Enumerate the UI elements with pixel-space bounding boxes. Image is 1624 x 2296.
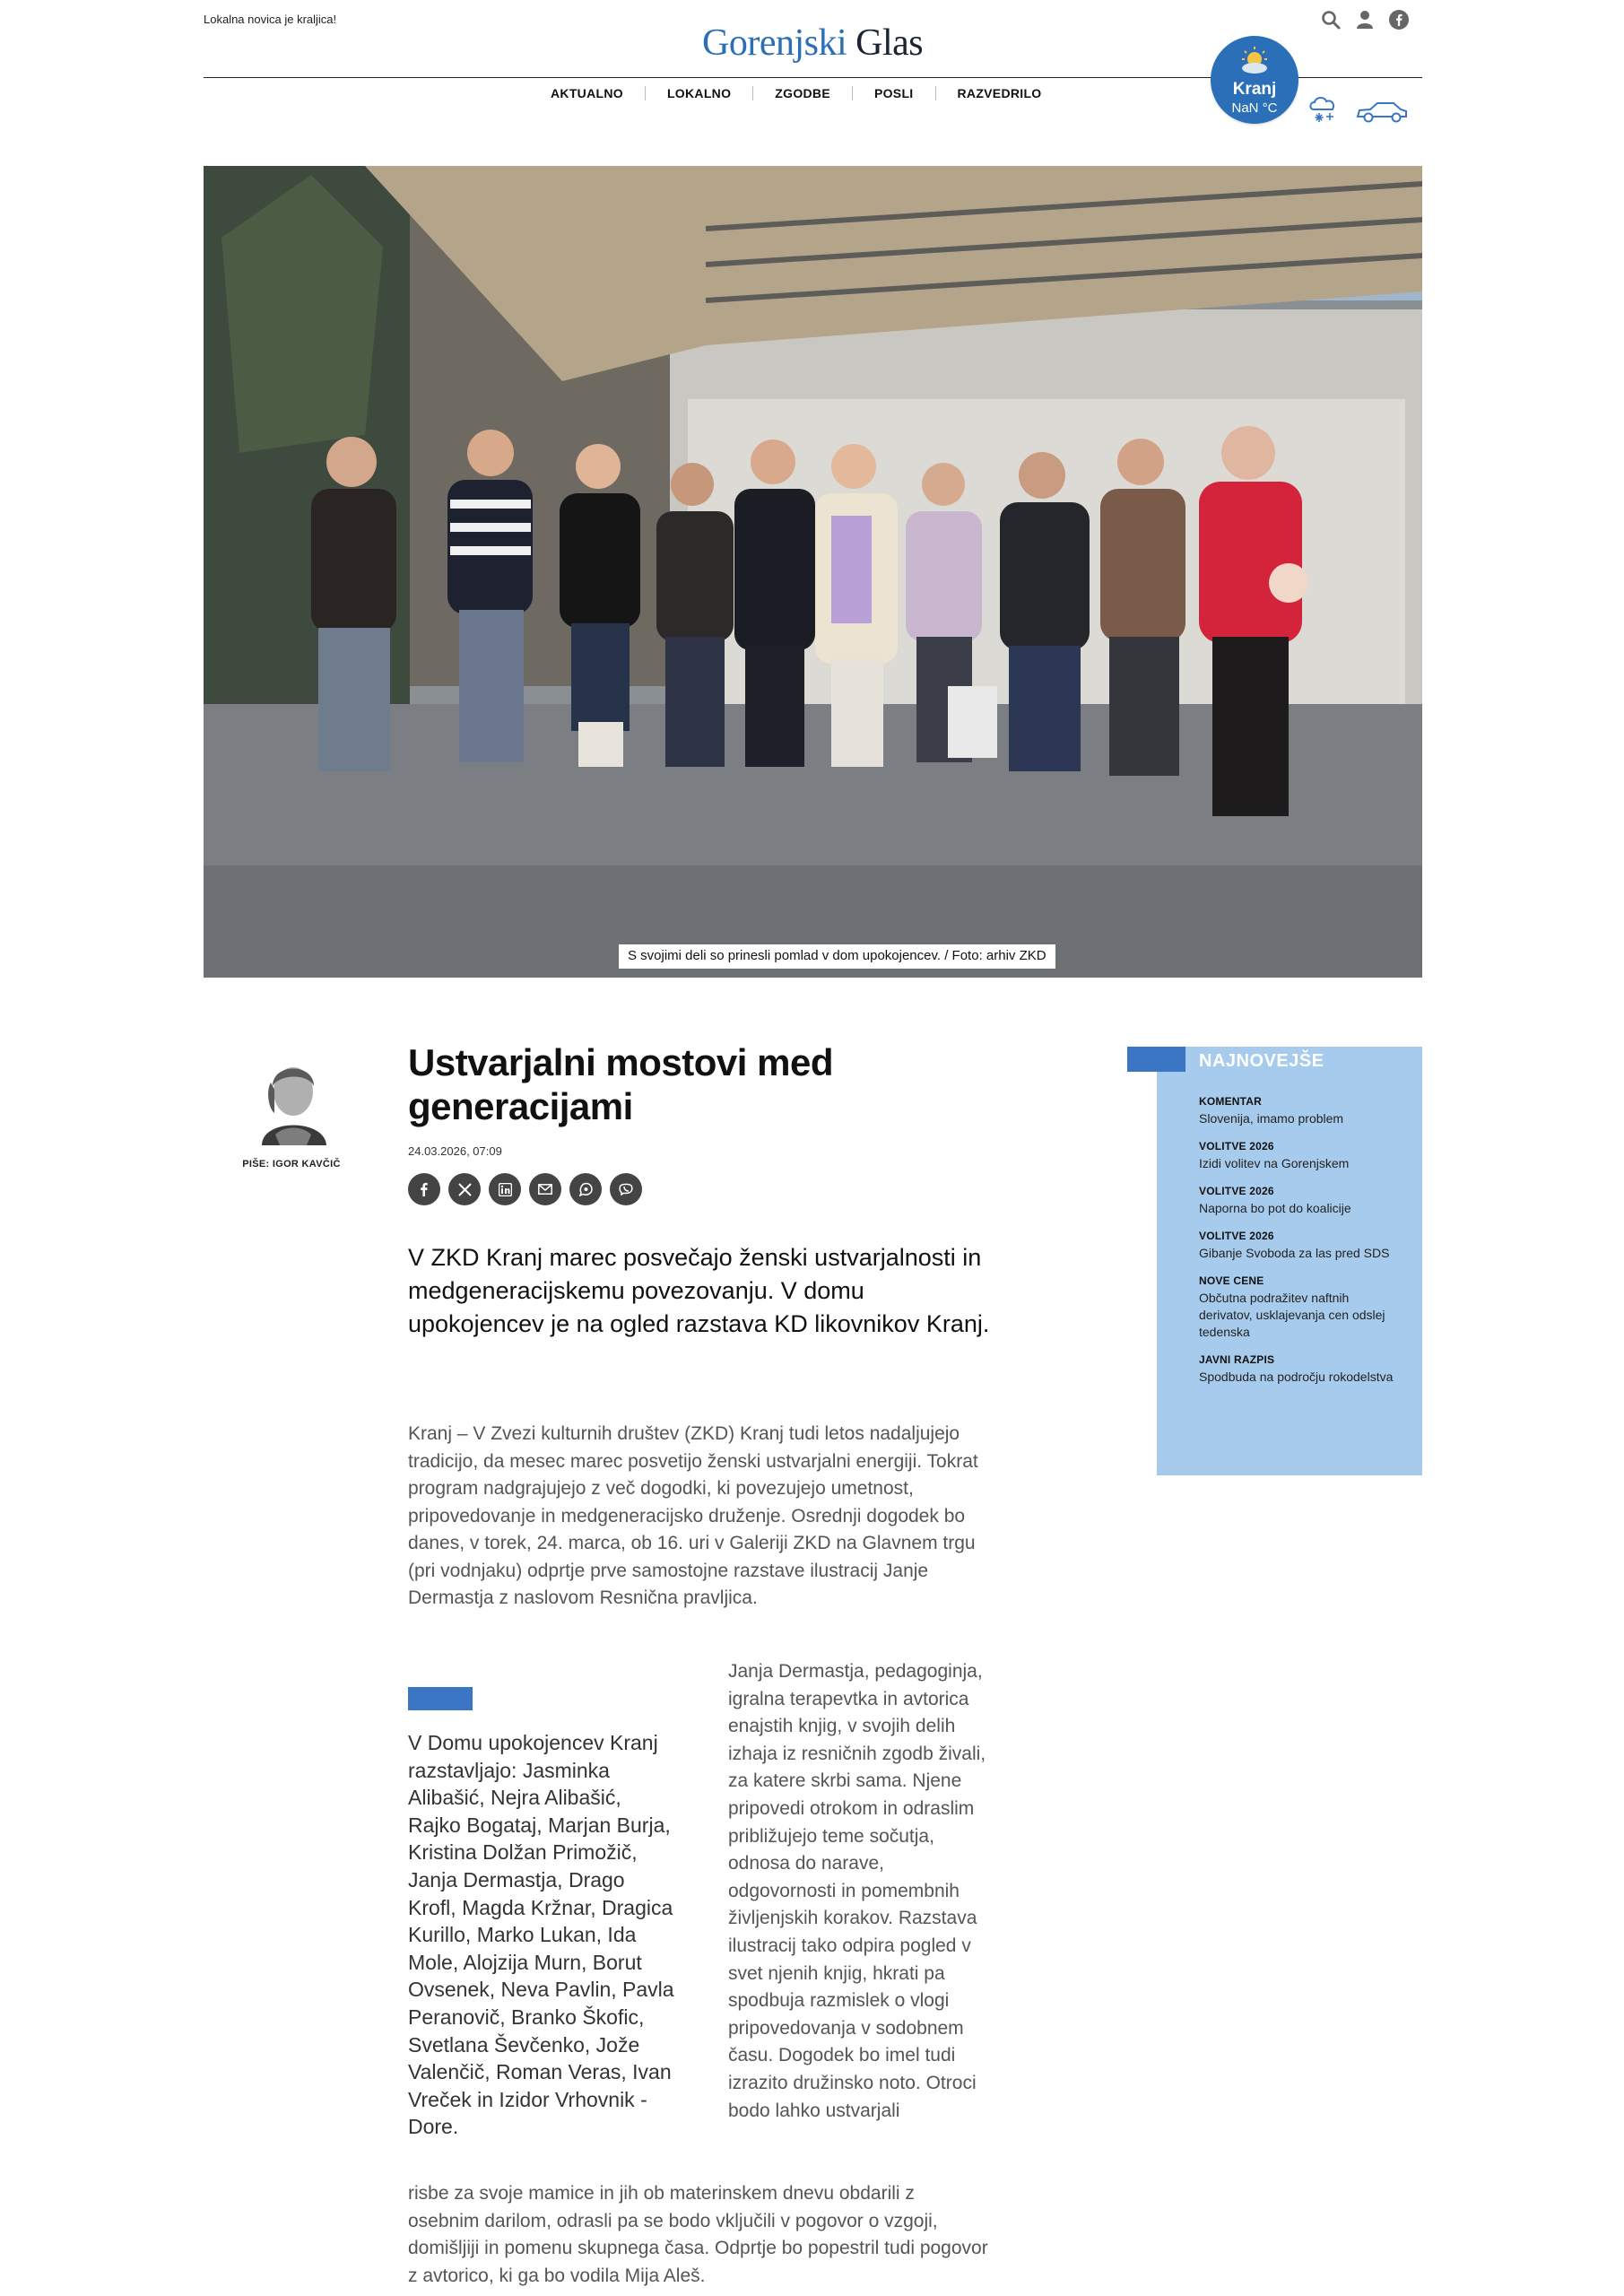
news-category: VOLITVE 2026 [1199,1185,1274,1197]
viber-icon[interactable] [610,1173,642,1205]
user-icon[interactable] [1354,9,1376,30]
news-headline[interactable]: Spodbuda na področju rokodelstva [1199,1370,1394,1384]
group-photo [204,166,1422,978]
site-logo[interactable] [702,22,923,65]
news-headline[interactable]: Občutna podražitev naftnih derivatov, usklajevanja cen odslej tedenska [1199,1291,1385,1339]
news-category: JAVNI RAZPIS [1199,1353,1275,1366]
facebook-icon[interactable] [1388,9,1410,30]
nav-posli[interactable]: POSLI [853,86,936,100]
article-paragraph-3: risbe za svoje mamice in jih ob materinskem dnevu obdarili z osebnim darilom, odrasli pa se bodo vključili v pogovor o vzgoji, domišljiji in pomenu skupnega časa. Odprtje bo popestril tudi pogovor z avtorico, ki ga bo vodila Mija Aleš. [408,2183,988,2286]
article-paragraph-1: Kranj – V Zvezi kulturnih društev (ZKD) Kranj tudi letos nadaljujejo tradicijo, da mesec marec posvetijo ženski ustvarjalni energiji. Tokrat program nadgrajujejo z več dogodki, ki povezujejo umetnost, pripovedovanje in medgeneracijsko druženje. Osrednji dogodek bo danes, v torek, 24. marca, ob 16. uri v Galeriji ZKD na Glavnem trgu (pri vodnjaku) odprtje prve samostojne razstave ilustracij Janje Dermastja z naslovom Resnična pravljica. [408,1423,978,1608]
nav-lokalno[interactable]: LOKALNO [646,86,753,100]
news-headline[interactable]: Gibanje Svoboda za las pred SDS [1199,1246,1390,1260]
site-tagline: Lokalna novica je kraljica! [204,13,337,26]
latest-news-title: NAJNOVEJŠE [1199,1051,1324,1071]
article-pullquote: V Domu upokojencev Kranj razstavljajo: Jasminka Alibašić, Nejra Alibašić, Rajko Bogataj, Marjan Burja, Kristina Dolžan Primožič, Janja Dermastja, Drago Krofl, Magda Kržnar, Dragica Kurillo, Marko Lukan, Ida Mole, Alojzija Murn, Borut Ovsenek, Neva Pavlin, Pavla Peranovič, Branko Škofic, Svetlana Ševčenko, Jože Valenčič, Roman Veras, Ivan Vreček in Izidor Vrhovnik - Dore. [408,1731,674,2139]
list-item[interactable] [1199,1137,1405,1172]
latest-news-accent [1127,1047,1185,1072]
news-category: NOVE CENE [1199,1274,1264,1287]
news-category: VOLITVE 2026 [1199,1140,1274,1152]
logo-part-2: Glas [855,22,924,64]
news-headline[interactable]: Naporna bo pot do koalicije [1199,1201,1351,1215]
logo-part-1: Gorenjski [702,22,847,64]
list-item[interactable] [1199,1272,1405,1341]
whatsapp-icon[interactable] [569,1173,602,1205]
list-item[interactable] [1199,1182,1405,1217]
author-avatar[interactable] [244,1047,343,1145]
news-headline[interactable]: Slovenija, imamo problem [1199,1111,1344,1126]
car-icon[interactable] [1354,100,1410,128]
search-icon[interactable] [1320,9,1342,30]
news-category: KOMENTAR [1199,1095,1263,1108]
list-item[interactable] [1199,1227,1405,1262]
news-headline[interactable]: Izidi volitev na Gorenjskem [1199,1156,1350,1170]
list-item[interactable] [1199,1092,1405,1127]
nav-razvedrilo[interactable]: RAZVEDRILO [957,86,1042,100]
article-paragraph-2: Janja Dermastja, pedagoginja, igralna terapevtka in avtorica enajstih knjig, v svojih delih izhaja iz resničnih zgodb živali, za katere skrbi sama. Njene pripovedi otrokom in odraslim približujejo teme sočutja, odnosa do narave, odgovornosti in pomembnih življenjskih korakov. Razstava ilustracij tako odpira pogled v svet njenih knjig, hkrati pa spodbuja razmislek o vlogi pripovedovanja v sodobnem času. Dogodek bo imel tudi izrazito družinsko noto. Otroci bodo lahko ustvarjali [728,1661,986,2121]
main-nav [529,77,1064,109]
linkedin-icon[interactable] [489,1173,521,1205]
weather-city: Kranj [1232,80,1277,99]
list-item[interactable] [1199,1351,1405,1386]
author-byline[interactable]: PIŠE: IGOR KAVČIČ [242,1159,341,1170]
article-title: Ustvarjalni mostovi med generacijami [408,1041,833,1127]
nav-aktualno[interactable]: AKTUALNO [529,86,646,100]
facebook-icon[interactable] [408,1173,440,1205]
news-category: VOLITVE 2026 [1199,1230,1274,1242]
latest-news-list [1199,1092,1405,1396]
article-photo [204,166,1422,978]
x-icon[interactable] [448,1173,481,1205]
snowflake-cloud-icon[interactable] [1307,93,1341,130]
article-lead: V ZKD Kranj marec posvečajo ženski ustvarjalnosti in medgeneracijskemu povezovanju. V domu upokojencev je na ogled razstava KD likovnikov Kranj. [408,1244,990,1337]
nav-zgodbe[interactable]: ZGODBE [753,86,853,100]
quote-accent-bar [408,1687,473,1710]
weather-widget[interactable] [1211,36,1298,124]
email-icon[interactable] [529,1173,561,1205]
article-date: 24.03.2026, 07:09 [408,1144,502,1158]
weather-temperature: NaN °C [1231,100,1278,116]
share-buttons [408,1173,642,1205]
sun-cloud-icon [1238,45,1272,75]
photo-caption: S svojimi deli so prinesli pomlad v dom upokojencev. / Foto: arhiv ZKD [619,944,1055,969]
